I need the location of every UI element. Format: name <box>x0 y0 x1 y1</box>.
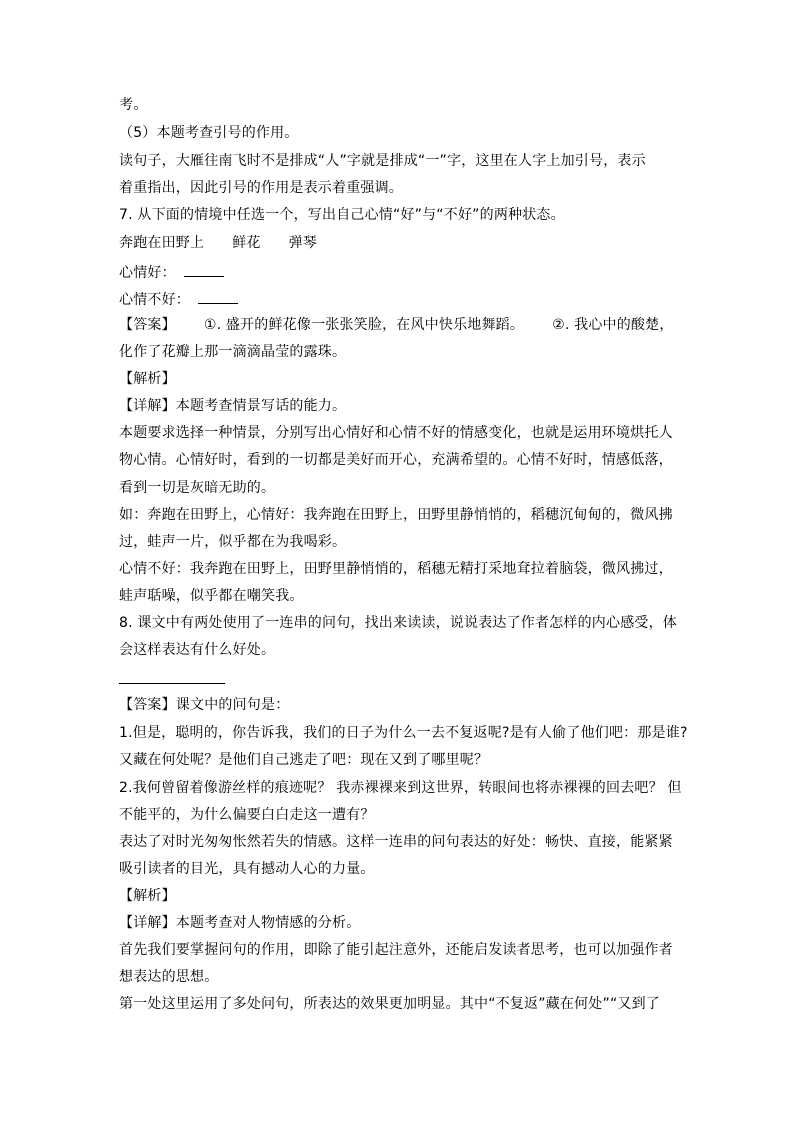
question-7: 7. 从下面的情境中任选一个，写出自己心情“好”与“不好”的两种状态。 <box>119 207 565 223</box>
answer-tag-line: 【答案】课文中的问句是： <box>119 697 290 713</box>
question-8-cont: 会这样表达有什么好处。 <box>119 642 276 658</box>
text-line: 想表达的思想。 <box>119 969 219 985</box>
text-line: 首先我们要掌握问句的作用，即除了能引起注意外，还能启发读者思考，也可以加强作者 <box>119 942 673 958</box>
text-line: （5）本题考查引号的作用。 <box>119 125 299 141</box>
text-line: 本题要求选择一种情景，分别写出心情好和心情不好的情感变化，也就是运用环境烘托人 <box>119 425 673 441</box>
answer-option-1: ①. 盛开的鲜花像一张张笑脸，在风中快乐地舞蹈。 <box>203 317 525 333</box>
scenario-options <box>119 234 317 252</box>
q7-answer-line <box>119 316 674 334</box>
text-line: 如：奔跑在田野上，心情好：我奔跑在田野上，田野里静悄悄的，稻穗沉甸甸的，微风拂 <box>119 507 673 523</box>
text-line: 物心情。心情好时，看到的一切都是美好而开心，充满希望的。心情不好时，情感低落， <box>119 452 673 468</box>
scenario-option: 鲜花 <box>232 235 261 251</box>
text-line: 1.但是，聪明的，你告诉我，我们的日子为什么一去不复返呢?是有人偷了他们吧：那是谁? <box>119 725 688 741</box>
question-8: 8. 课文中有两处使用了一连串的问句，找出来读读，说说表达了作者怎样的内心感受，体 <box>119 615 678 631</box>
mood-good-row <box>119 262 224 282</box>
text-line: 过，蛙声一片，似乎都在为我喝彩。 <box>119 534 347 550</box>
mood-bad-label: 心情不好： <box>119 292 190 308</box>
scenario-option: 弹琴 <box>288 235 318 251</box>
text-line: 【详解】本题考查对人物情感的分析。 <box>119 915 361 931</box>
answer-tag: 【答案】 <box>119 317 176 333</box>
q7-answer-cont: 化作了花瓣上那一滴滴晶莹的露珠。 <box>119 344 347 360</box>
analysis-tag: 【解析】 <box>119 371 176 387</box>
answer-blank-line <box>119 683 225 684</box>
text-line: 吸引读者的目光，具有撼动人心的力量。 <box>119 861 375 877</box>
text-line: 又藏在何处呢？是他们自己逃走了吧：现在又到了哪里呢？ <box>119 752 489 768</box>
text-line: 第一处这里运用了多处问句，所表达的效果更加明显。其中“不复返”藏在何处”“又到了 <box>119 996 661 1012</box>
answer-blank <box>184 262 224 277</box>
text-line: 看到一切是灰暗无助的。 <box>119 480 276 496</box>
text-line: 心情不好：我奔跑在田野上，田野里静悄悄的，稻穗无精打采地耷拉着脑袋，微风拂过， <box>119 561 673 577</box>
answer-blank <box>198 289 238 304</box>
text-line: 2.我何曾留着像游丝样的痕迹呢？ 我赤裸裸来到这世界，转眼间也将赤裸裸的回去吧？ 但 <box>119 780 682 796</box>
text-line: 表达了对时光匆匆怅然若失的情感。这样一连串的问句表达的好处：畅快、直接，能紧紧 <box>119 834 673 850</box>
analysis-tag: 【解析】 <box>119 888 176 904</box>
text-line: 读句子，大雁往南飞时不是排成“人”字就是排成“一”字，这里在人字上加引号，表示 <box>119 153 646 169</box>
text-line: 不能平的，为什么偏要白白走这一遭有？ <box>119 807 375 823</box>
answer-option-2: ②. 我心中的酸楚， <box>552 317 674 333</box>
text-line: 着重指出，因此引号的作用是表示着重强调。 <box>119 180 403 196</box>
mood-good-label: 心情好： <box>119 265 176 281</box>
text-line: 【详解】本题考查情景写话的能力。 <box>119 398 347 414</box>
mood-bad-row <box>119 289 238 309</box>
text-line: 考。 <box>119 97 148 113</box>
text-line: 蛙声聒噪，似乎都在嘲笑我。 <box>119 588 304 604</box>
scenario-option: 奔跑在田野上 <box>119 235 205 251</box>
